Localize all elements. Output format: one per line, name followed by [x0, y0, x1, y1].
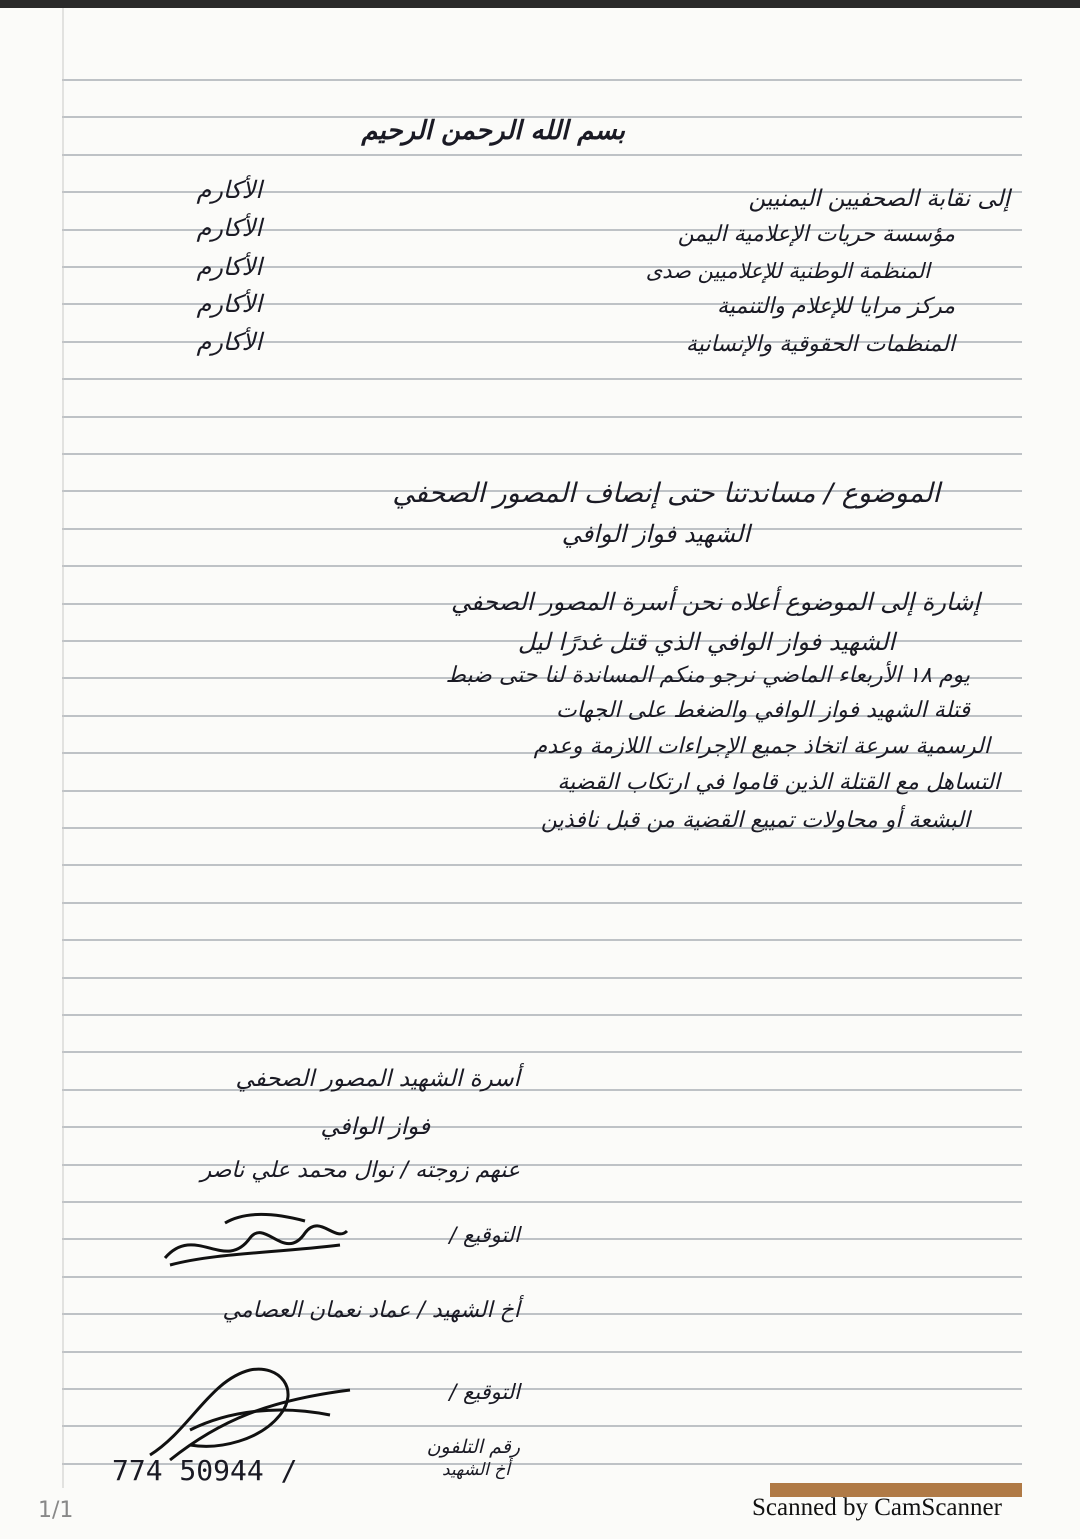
scanned-letter-page [0, 8, 1080, 1539]
recipient-2-greeting: الأكارم [196, 214, 262, 242]
basmala: بسم الله الرحمن الرحيم [361, 116, 625, 146]
signature-label-1: التوقيع / [449, 1223, 520, 1247]
family-line-2: فواز الوافي [320, 1114, 430, 1140]
recipient-5-greeting: الأكارم [196, 328, 262, 356]
body-line-5: الرسمية سرعة اتخاذ جميع الإجراءات اللازمة وعدم [533, 734, 990, 759]
page-id-label: 1/1 [38, 1498, 74, 1523]
body-line-4: قتلة الشهيد فواز الوافي والضغط على الجهات [555, 698, 970, 723]
recipient-3: المنظمة الوطنية للإعلاميين صدى [645, 259, 930, 283]
phone-label-1: رقم التلفون [426, 1436, 520, 1458]
body-line-2: الشهيد فواز الوافي الذي قتل غدرًا ليل [517, 628, 895, 656]
recipient-4-greeting: الأكارم [196, 290, 262, 318]
subject-line-2: الشهيد فواز الوافي [561, 520, 750, 548]
body-line-7: البشعة أو محاولات تمييع القضية من قبل نافذين [540, 808, 970, 833]
body-line-6: التساهل مع القتلة الذين قاموا في ارتكاب القضية [557, 770, 1000, 795]
body-line-3: يوم ١٨ الأربعاء الماضي نرجو منكم المساندة لنا حتى ضبط [445, 663, 970, 688]
brother-line: أخ الشهيد / عماد نعمان العصامي [222, 1298, 520, 1323]
phone-number: 774 50944 / [112, 1454, 298, 1487]
recipient-1: إلى نقابة الصحفيين اليمنيين [748, 186, 1010, 212]
recipient-2: مؤسسة حريات الإعلامية اليمن [677, 222, 955, 247]
signature-label-2: التوقيع / [449, 1380, 520, 1404]
recipient-3-greeting: الأكارم [196, 253, 262, 281]
recipient-1-greeting: الأكارم [196, 176, 262, 204]
family-line-1: أسرة الشهيد المصور الصحفي [235, 1066, 520, 1092]
on-behalf-line: عنهم زوجته / نوال محمد علي ناصر [200, 1158, 520, 1183]
phone-label-2: أخ الشهيد [441, 1460, 510, 1480]
recipient-5: المنظمات الحقوقية والإنسانية [685, 332, 955, 357]
subject-line-1: الموضوع / مساندتنا حتى إنصاف المصور الصحفي [392, 478, 940, 509]
body-line-1: إشارة إلى الموضوع أعلاه نحن أسرة المصور الصحفي [451, 588, 980, 616]
recipient-4: مركز مرايا للإعلام والتنمية [717, 294, 955, 319]
signature-1-image [155, 1203, 355, 1283]
scanner-watermark: Scanned by CamScanner [752, 1494, 1002, 1521]
